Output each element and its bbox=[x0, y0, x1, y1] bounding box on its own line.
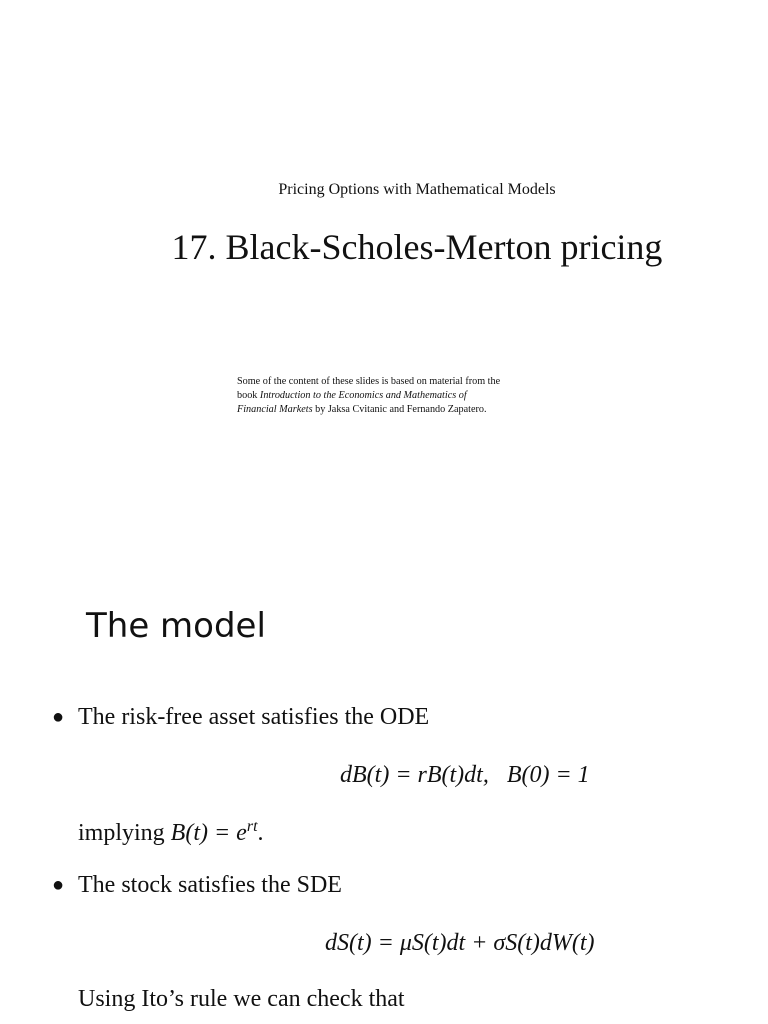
equation-ds: dS(t) = μS(t)dt + σS(t)dW(t) bbox=[325, 930, 595, 956]
slide-title: 17. Black-Scholes-Merton pricing bbox=[171, 227, 663, 267]
bullet-1-implication bbox=[78, 820, 264, 847]
credit-book-title-part1: Introduction to the Economics and Mathematics of bbox=[259, 390, 467, 401]
implication-exponent: rt bbox=[246, 818, 258, 835]
implication-math: B(t) = e bbox=[170, 820, 247, 846]
section-heading: The model bbox=[86, 606, 266, 646]
credit-line-2 bbox=[237, 389, 557, 403]
bullet-icon: ● bbox=[52, 874, 65, 896]
credit-authors: by Jaksa Cvitanic and Fernando Zapatero. bbox=[312, 404, 487, 415]
implication-prefix: implying bbox=[78, 820, 171, 846]
credit-note bbox=[237, 375, 557, 417]
bullet-icon: ● bbox=[52, 706, 65, 728]
credit-line-1: Some of the content of these slides is based on material from the bbox=[237, 376, 501, 387]
equation-db-rhs: B(0) = 1 bbox=[506, 762, 590, 788]
implication-suffix: . bbox=[257, 820, 264, 846]
presentation-subtitle: Pricing Options with Mathematical Models bbox=[278, 181, 556, 198]
credit-line-3 bbox=[237, 403, 557, 417]
equation-db-lhs: dB(t) = rB(t)dt, bbox=[340, 762, 489, 788]
bullet-2-text: The stock satisfies the SDE bbox=[78, 872, 342, 898]
bullet-2-followup: Using Ito’s rule we can check that bbox=[78, 986, 405, 1012]
credit-book-prefix: book bbox=[237, 390, 260, 401]
bullet-2-equation bbox=[325, 930, 595, 957]
credit-book-title-part2: Financial Markets bbox=[237, 404, 313, 415]
bullet-1-text: The risk-free asset satisfies the ODE bbox=[78, 704, 430, 730]
bullet-1-equation bbox=[340, 762, 590, 789]
